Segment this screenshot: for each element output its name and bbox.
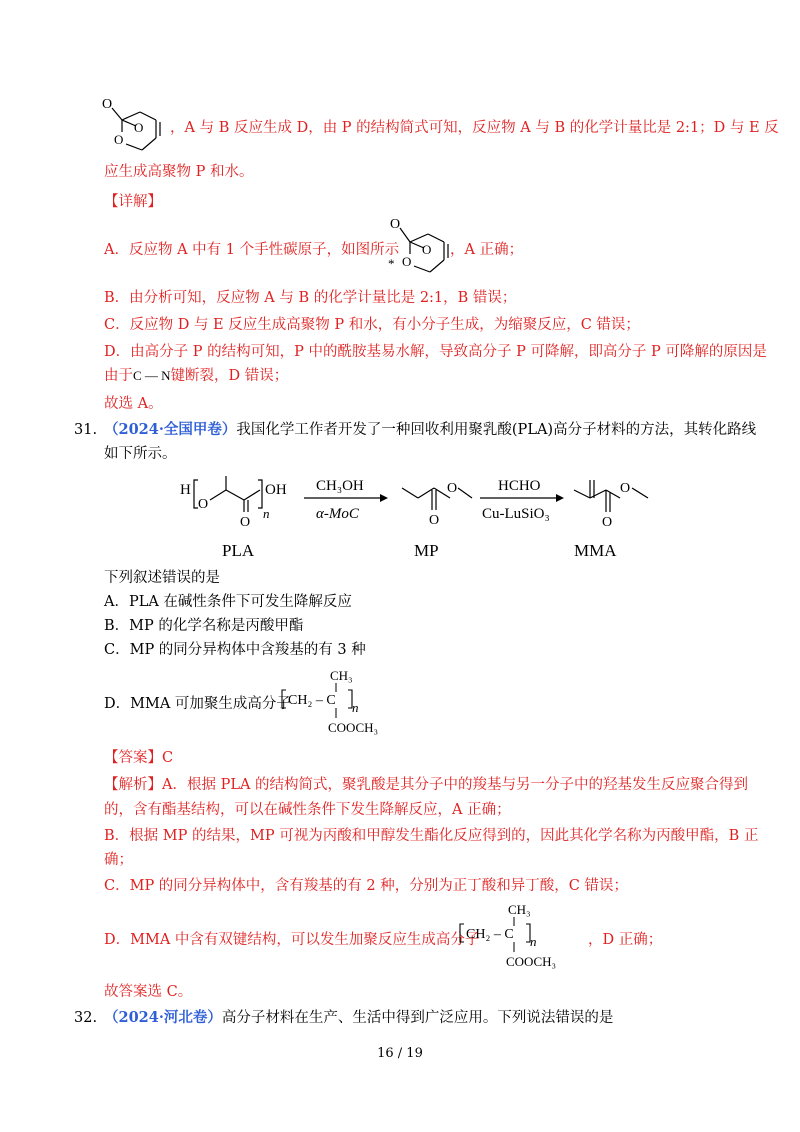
ring-o-label: O	[114, 132, 124, 147]
svg-text:O: O	[390, 217, 401, 232]
svg-text:n: n	[530, 934, 537, 949]
question-32-stem: （2024·河北卷）高分子材料在生产、生活中得到广泛应用。下列说法错误的是	[104, 1009, 614, 1026]
c-n-bond: C — N	[133, 368, 171, 383]
pla-label: PLA	[222, 541, 255, 560]
question-31-stem-line-2: 如下所示。	[104, 446, 177, 462]
svg-text:O: O	[240, 515, 251, 530]
question-31-option-d: D．MMA 可加聚生成高分子	[104, 696, 291, 712]
question-32-source: （2024·河北卷）	[104, 1009, 222, 1026]
page-number: 16 / 19	[377, 1046, 423, 1061]
analysis-line-1: 【解析】A．根据 PLA 的结构简式，聚乳酸是其分子中的羧基与另一分子中的羟基发生反应聚合得到	[104, 777, 749, 793]
svg-text:CH₂ – C: CH₂ – C	[288, 693, 336, 708]
detail-option-a-before: A．反应物 A 中有 1 个手性碳原子，如图所示	[104, 242, 400, 258]
pmma-structure-analysis	[458, 900, 588, 972]
carbonyl-o-label: O	[102, 97, 113, 112]
question-31-answer: 【答案】C	[104, 750, 174, 766]
question-31-stem-line-1: （2024·全国甲卷）我国化学工作者开发了一种回收利用聚乳酸(PLA)高分子材料的方法，其转化路线	[104, 421, 757, 438]
analysis-line-d: D．MMA 中含有双键结构，可以发生加聚反应生成高分子	[104, 932, 480, 948]
detail-option-b: B．由分析可知，反应物 A 与 B 的化学计量比是 2:1，B 错误；	[104, 290, 517, 306]
svg-text:O: O	[422, 242, 432, 257]
pmma-structure-option-d	[280, 666, 410, 738]
analysis-line-4: 确；	[104, 852, 133, 868]
analysis-line-3: B．根据 MP 的结果，MP 可视为丙酸和甲醇发生酯化反应得到的，因此其化学名称为丙酸甲酯，B 正	[104, 828, 759, 844]
svg-text:CH₃: CH₃	[508, 902, 531, 917]
detail-option-a-after: ，A 正确；	[450, 242, 524, 258]
svg-text:CH₂ – C: CH₂ – C	[466, 927, 514, 942]
question-32-number: 32.	[74, 1010, 98, 1026]
detail-option-d-line-2: 由于C — N键断裂，D 错误；	[104, 368, 289, 384]
detail-option-d-line-1: D．由高分子 P 的结构可知，P 中的酰胺基易水解，导致高分子 P 可降解，即高分子 P 可降解的原因是	[104, 344, 767, 360]
bicyclic-lactone-structure-top	[100, 94, 172, 160]
svg-text:COOCH₃: COOCH₃	[328, 720, 379, 735]
reagent-2-bottom: Cu-LuSiO₃	[482, 506, 550, 522]
reagent-1-bottom: α-MoC	[316, 506, 359, 522]
detail-conclusion: 故选 A。	[104, 396, 163, 412]
chiral-star: *	[388, 256, 395, 271]
top-analysis-line-2: 应生成高聚物 P 和水。	[104, 164, 254, 180]
mma-label: MMA	[574, 541, 617, 560]
svg-text:H: H	[180, 482, 191, 498]
svg-text:n: n	[352, 700, 359, 715]
mp-label: MP	[414, 541, 439, 560]
reagent-1-top: CH₃OH	[316, 478, 364, 494]
question-31-option-a: A．PLA 在碱性条件下可发生降解反应	[104, 594, 352, 610]
question-31-option-b: B．MP 的化学名称是丙酸甲酯	[104, 618, 304, 634]
svg-text:CH₃: CH₃	[330, 668, 353, 683]
svg-text:O: O	[402, 254, 412, 269]
svg-text:COOCH₃: COOCH₃	[506, 954, 557, 969]
question-31-prompt: 下列叙述错误的是	[104, 570, 220, 586]
question-31-number: 31.	[74, 422, 98, 438]
top-analysis-line-1: ，A 与 B 反应生成 D，由 P 的结构简式可知，反应物 A 与 B 的化学计量比是 2:1；D 与 E 反	[170, 120, 779, 136]
question-31-conclusion: 故答案选 C。	[104, 984, 193, 1000]
question-31-source: （2024·全国甲卷）	[104, 421, 237, 438]
svg-text:O: O	[447, 481, 458, 496]
svg-text:O: O	[602, 515, 613, 530]
detail-option-c: C．反应物 D 与 E 反应生成高聚物 P 和水，有小分子生成，为缩聚反应，C 错误；	[104, 317, 640, 333]
svg-text:O: O	[620, 481, 631, 496]
svg-text:OH: OH	[265, 482, 287, 498]
pla-recycling-scheme	[170, 470, 670, 565]
analysis-line-2: 的，含有酯基结构，可以在碱性条件下发生降解反应，A 正确；	[104, 802, 511, 818]
reagent-2-top: HCHO	[498, 478, 541, 494]
analysis-line-d-after: ，D 正确；	[588, 932, 663, 948]
svg-text:O: O	[429, 513, 440, 528]
analysis-line-5: C．MP 的同分异构体中，含有羧基的有 2 种，分别为正丁酸和异丁酸，C 错误；	[104, 878, 628, 894]
svg-text:O: O	[198, 497, 209, 512]
bridge-o-label: O	[134, 120, 144, 135]
detail-heading: 【详解】	[104, 194, 162, 210]
svg-text:n: n	[263, 506, 270, 521]
detail-option-a-text	[104, 240, 399, 260]
question-31-option-c: C．MP 的同分异构体中含羧基的有 3 种	[104, 642, 366, 658]
